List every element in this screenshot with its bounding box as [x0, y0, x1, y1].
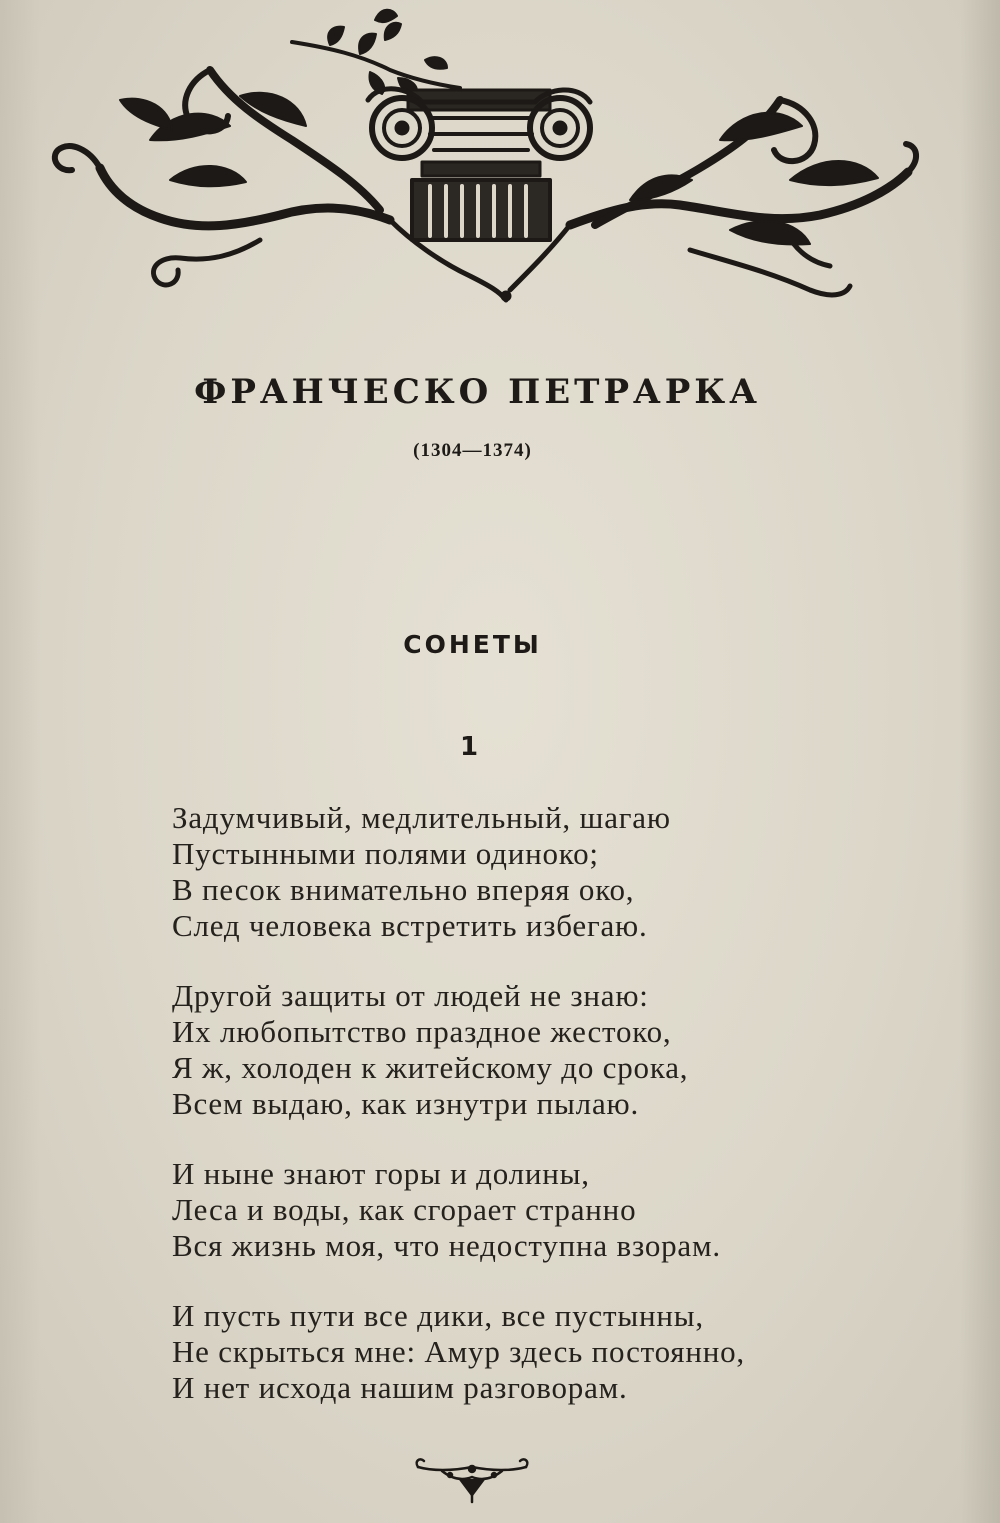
poem-line: Не скрыться мне: Амур здесь постоянно, — [172, 1334, 745, 1369]
poem-line: В песок внимательно вперяя око, — [172, 872, 635, 907]
sonnet-text — [172, 800, 872, 1406]
poem-line: Другой защиты от людей не знаю: — [172, 978, 649, 1013]
author-years: (1304—1374) — [413, 440, 532, 461]
stanza — [172, 1156, 872, 1264]
author-name: ФРАНЧЕСКО ПЕТРАРКА — [194, 372, 761, 412]
sonnet-number: 1 — [459, 732, 479, 762]
poem-line: Вся жизнь моя, что недоступна взорам. — [172, 1228, 721, 1263]
poem-line: И ныне знают горы и долины, — [172, 1156, 590, 1191]
floral-tailpiece-icon — [412, 1455, 532, 1505]
poem-line: Леса и воды, как сгорает странно — [172, 1192, 637, 1227]
stanza — [172, 800, 872, 944]
stanza — [172, 1298, 872, 1406]
poem-line: И нет исхода нашим разговорам. — [172, 1370, 628, 1405]
poem-line: Я ж, холоден к житейскому до срока, — [172, 1050, 689, 1085]
section-title: СОНЕТЫ — [403, 630, 542, 659]
poem-line: Задумчивый, медлительный, шагаю — [172, 800, 671, 835]
poem-line: Пустынными полями одиноко; — [172, 836, 599, 871]
poem-line: Их любопытство праздное жестоко, — [172, 1014, 672, 1049]
poem-line: И пусть пути все дики, все пустынны, — [172, 1298, 704, 1333]
stanza — [172, 978, 872, 1122]
poem-line: След человека встретить избегаю. — [172, 908, 648, 943]
column-capital-ornament-icon — [30, 0, 930, 320]
poem-line: Всем выдаю, как изнутри пылаю. — [172, 1086, 640, 1121]
